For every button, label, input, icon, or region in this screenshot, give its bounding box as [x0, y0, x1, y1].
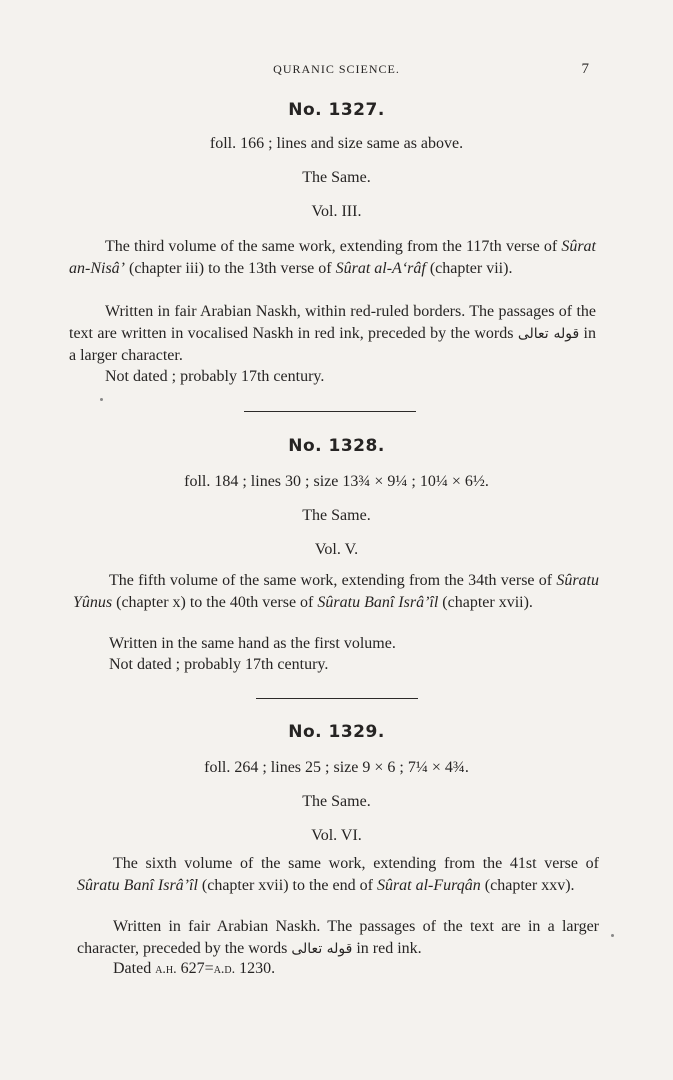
entry-number: No. 1327. [288, 100, 385, 120]
description-paragraph [69, 236, 596, 279]
description-text: The third volume of the same work, extending from the 117th verse of [105, 238, 562, 255]
catalogue-entry [0, 720, 673, 846]
surah-name: Sûratu Banî Isrâ’îl [77, 876, 198, 894]
surah-name: Sûrat an-Nisâ’ [69, 238, 596, 277]
page-header [0, 62, 673, 80]
description-text: (chapter iii) to the 13th verse of [125, 259, 336, 277]
description-text: The sixth volume of the same work, extending from the 41st verse of [113, 855, 599, 872]
description-text: (chapter vii). [425, 259, 513, 277]
era-abbreviation: a.h. [155, 962, 177, 977]
description-paragraph [77, 853, 599, 896]
date-line: Not dated ; probably 17th century. [105, 368, 325, 385]
arabic-phrase: قوله تعالى [291, 940, 353, 957]
volume-label: Vol. VI. [311, 827, 362, 844]
date-line [77, 958, 599, 981]
catalogue-entry [0, 434, 673, 560]
work-title: The Same. [302, 169, 371, 186]
date-text: Dated [113, 960, 156, 977]
surah-name: Sûratu Banî Isrâ’îl [317, 593, 439, 611]
date-text: 627= [176, 960, 214, 977]
date-line: Not dated ; probably 17th century. [109, 656, 329, 673]
description-paragraph [73, 570, 599, 613]
description-text: The fifth volume of the same work, extending from the 34th verse of [109, 572, 557, 589]
surah-name: Sûratu Yûnus [73, 572, 599, 611]
surah-name: Sûrat al-A‘râf [335, 259, 426, 277]
work-title: The Same. [302, 793, 371, 810]
script-paragraph [69, 301, 596, 367]
description-text: (chapter xvii) to the end of [197, 876, 377, 894]
volume-label: Vol. III. [311, 203, 362, 220]
era-abbreviation: a.d. [213, 962, 236, 977]
description-text: (chapter xxv). [480, 876, 575, 894]
date-text: 1230. [235, 960, 276, 977]
script-text: in red ink. [352, 939, 422, 957]
description-text: (chapter xvii). [438, 593, 533, 611]
arabic-phrase: قوله تعالى [517, 325, 580, 342]
script-paragraph: Written in the same hand as the first volume. [109, 635, 396, 652]
section-divider [256, 698, 418, 699]
entry-number: No. 1328. [288, 436, 385, 456]
collation-line: foll. 166 ; lines and size same as above. [209, 135, 464, 152]
collation-line: foll. 184 ; lines 30 ; size 13¾ × 9¼ ; 10¼ × 6½. [184, 473, 489, 490]
script-text: in a larger character. [69, 324, 596, 364]
description-text: (chapter x) to the 40th verse of [112, 593, 318, 611]
paper-speck [611, 934, 614, 937]
script-paragraph [77, 916, 599, 960]
volume-label: Vol. V. [314, 541, 359, 558]
surah-name: Sûrat al-Furqân [376, 876, 481, 894]
section-divider [244, 411, 416, 412]
running-title: QURANIC SCIENCE. [273, 62, 400, 76]
script-text: Written in fair Arabian Naskh, within red-ruled borders. The passages of the text are written in vocalised Naskh in red ink, preceded by the words [69, 303, 596, 342]
work-title: The Same. [302, 507, 371, 524]
collation-line: foll. 264 ; lines 25 ; size 9 × 6 ; 7¼ × 4¾. [204, 759, 469, 776]
paper-speck [100, 398, 103, 401]
catalogue-entry [0, 98, 673, 222]
page-number: 7 [581, 61, 589, 77]
entry-number: No. 1329. [288, 722, 385, 742]
script-text: Written in fair Arabian Naskh. The passages of the text are in a larger character, preceded by the words [77, 918, 599, 957]
